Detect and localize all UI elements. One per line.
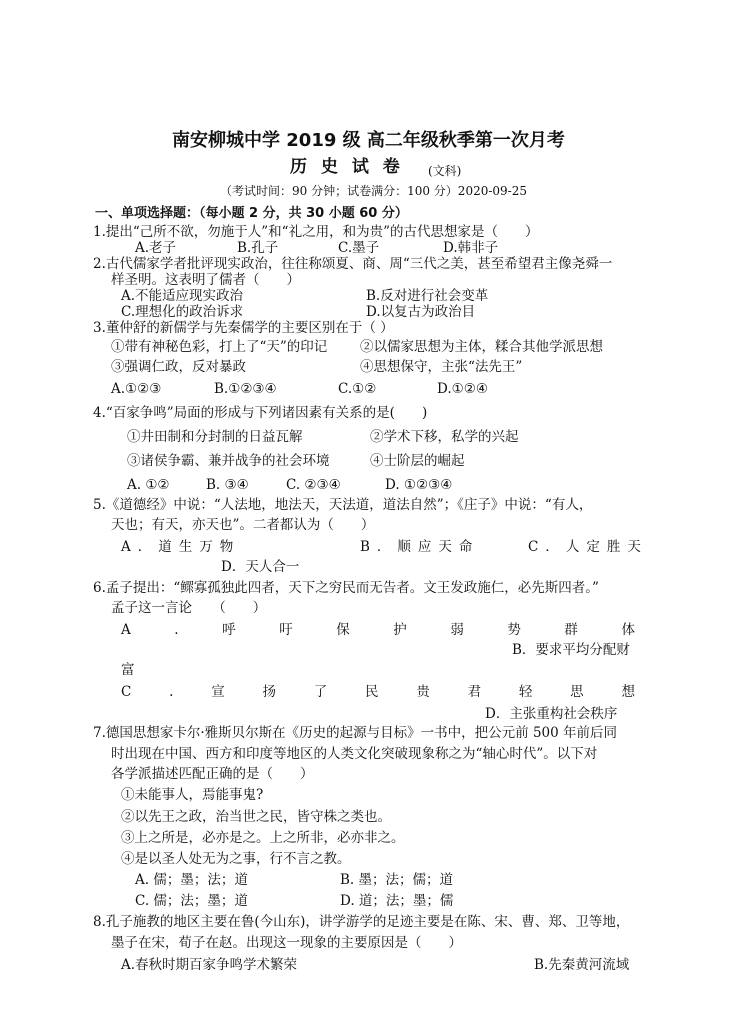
q6-option-c-char: . <box>169 684 174 700</box>
q2-option-d: D.以复古为政治目 <box>366 304 476 320</box>
q6-option-c-char: 思 <box>570 684 584 700</box>
q4-option-a: A. ①② <box>127 477 170 493</box>
q3-item-2: ②以儒家思想为主体，糅合其他学派思想 <box>360 339 603 355</box>
q3-option-a: A.①②③ <box>111 381 162 397</box>
q5-stem-line1: 5.《道德经》中说：“人法地，地法天，天法道，道法自然”；《庄子》中说：“有人， <box>93 497 593 513</box>
q3-item-4: ④思想保守，主张“法先王” <box>360 359 523 375</box>
q6-option-a-char: 护 <box>393 622 407 638</box>
q1-stem: 1.提出“己所不欲，勿施于人”和“礼之用，和为贵”的古代思想家是（ ） <box>93 224 539 240</box>
q6-option-a <box>121 622 635 638</box>
q6-option-c-char: 想 <box>621 684 635 700</box>
q7-option-d: D. 道；法；墨；儒 <box>340 893 454 909</box>
q6-option-a-char: 势 <box>507 622 521 638</box>
q1-option-a: A.老子 <box>135 240 177 256</box>
q3-item-1: ①带有神秘色彩，打上了“天”的印记 <box>111 339 328 355</box>
q2-stem-line2: 样圣明。这表明了儒者（ ） <box>111 272 300 288</box>
q6-option-c-char: 宣 <box>211 684 225 700</box>
q5-option-d: D．天人合一 <box>221 559 300 575</box>
q8-stem-line2: 墨子在宋，荀子在赵。出现这一现象的主要原因是（ ） <box>111 935 462 951</box>
q5-option-a: A．道生万物 <box>121 539 241 555</box>
q4-stem: 4.“百家争鸣”局面的形成与下列诸因素有关系的是( ) <box>93 405 428 421</box>
q6-stem-line1: 6.孟子提出：“鳏寡孤独此四者，天下之穷民而无告者。文王发政施仁，必先斯四者。” <box>93 580 599 596</box>
paper-subtitle: 历 史 试 卷 <box>290 157 404 177</box>
q6-option-c-char: 贵 <box>416 684 430 700</box>
q4-option-b: B. ③④ <box>206 477 249 493</box>
q3-option-b: B.①②③④ <box>214 381 277 397</box>
q3-item-3: ③强调仁政，反对暴政 <box>111 359 246 375</box>
q6-option-a-char: 弱 <box>450 622 464 638</box>
q7-stem-line3: 各学派描述匹配正确的是（ ） <box>111 766 314 782</box>
q6-option-c-char: 了 <box>313 684 328 700</box>
q4-option-d: D. ①②③④ <box>385 477 453 493</box>
q4-item-3: ③诸侯争霸、兼并战争的社会环境 <box>127 453 330 469</box>
q4-item-2: ②学术下移，私学的兴起 <box>370 429 519 445</box>
q6-option-a-char: 保 <box>336 622 350 638</box>
q8-option-a: A.春秋时期百家争鸣学术繁荣 <box>121 957 298 973</box>
q4-item-1: ①井田制和分封制的日益瓦解 <box>127 429 303 445</box>
q6-option-a-char: . <box>174 622 179 638</box>
q6-option-d: D．主张重构社会秩序 <box>485 706 618 722</box>
q6-option-c-char: 君 <box>467 684 482 700</box>
q6-option-c-char: 民 <box>365 684 379 700</box>
subject-label: (文科) <box>428 164 462 178</box>
q6-option-a-char: 吁 <box>279 622 293 638</box>
q8-stem-line1: 8.孔子施教的地区主要在鲁(今山东)，讲学游学的足迹主要是在陈、宋、曹、郑、卫等地， <box>93 914 630 930</box>
q5-option-b: B．顺应天命 <box>360 539 480 555</box>
q2-option-b: B.反对进行社会变革 <box>366 288 489 304</box>
q6-option-a-char: 呼 <box>222 622 236 638</box>
q8-option-b: B.先秦黄河流域 <box>534 957 630 973</box>
q7-stem-line1: 7.德国思想家卡尔·雅斯贝尔斯在《历史的起源与目标》一书中，把公元前 500 年前后同 <box>93 725 618 741</box>
q6-option-a-char: 体 <box>621 622 635 638</box>
q7-option-a: A. 儒；墨；法；道 <box>135 872 248 888</box>
q4-option-c: C. ②③④ <box>286 477 341 493</box>
q6-option-c-char: 扬 <box>262 684 276 700</box>
q3-stem: 3.董仲舒的新儒学与先秦儒学的主要区别在于（ ） <box>93 320 394 336</box>
q1-option-d: D.韩非子 <box>443 240 499 256</box>
q7-option-b: B. 墨；法；儒；道 <box>340 872 454 888</box>
q6-option-a-char: A <box>121 622 131 638</box>
q1-option-b: B.孔子 <box>237 240 279 256</box>
q7-item-1: ①未能事人，焉能事鬼? <box>121 787 264 803</box>
q7-option-c: C. 儒；法；墨；道 <box>135 893 248 909</box>
q3-option-d: D.①②④ <box>437 381 488 397</box>
q2-stem-line1: 2.古代儒家学者批评现实政治，往往称颂夏、商、周“三代之美，甚至希望君主像尧舜一 <box>93 256 613 272</box>
q2-option-a: A.不能适应现实政治 <box>121 288 244 304</box>
q6-option-c-char: 轻 <box>518 684 533 700</box>
q6-option-c <box>121 684 635 700</box>
q7-item-4: ④是以圣人处无为之事，行不言之教。 <box>121 851 351 867</box>
q5-stem-line2: 天也；有天，亦天也”。二者都认为（ ） <box>111 517 375 533</box>
q7-stem-line2: 时出现在中国、西方和印度等地区的人类文化突破现象称之为“轴心时代”。以下对 <box>111 746 598 762</box>
q6-option-c-char: C <box>121 684 132 700</box>
q2-option-c: C.理想化的政治诉求 <box>121 304 244 320</box>
exam-title: 南安柳城中学 2019 级 高二年级秋季第一次月考 <box>172 130 565 151</box>
q6-option-a-char: 群 <box>564 622 578 638</box>
q7-item-2: ②以先王之政，治当世之民，皆守株之类也。 <box>121 809 391 825</box>
exam-info: （考试时间：90 分钟；试卷满分：100 分）2020-09-25 <box>220 184 527 198</box>
q6-stem-line2: 孟子这一言论 （ ） <box>111 600 267 616</box>
q3-option-c: C.①② <box>338 381 377 397</box>
q7-item-3: ③上之所是，必亦是之。上之所非，必亦非之。 <box>121 830 405 846</box>
q6-option-b: B．要求平均分配财 <box>512 642 630 658</box>
q4-item-4: ④士阶层的崛起 <box>370 453 465 469</box>
section-heading: 一、单项选择题：（每小题 2 分，共 30 小题 60 分） <box>95 206 408 221</box>
q5-option-c: C．人定胜天 <box>528 539 648 555</box>
q6-option-a-tail: 富 <box>121 662 135 678</box>
q1-option-c: C.墨子 <box>338 240 380 256</box>
